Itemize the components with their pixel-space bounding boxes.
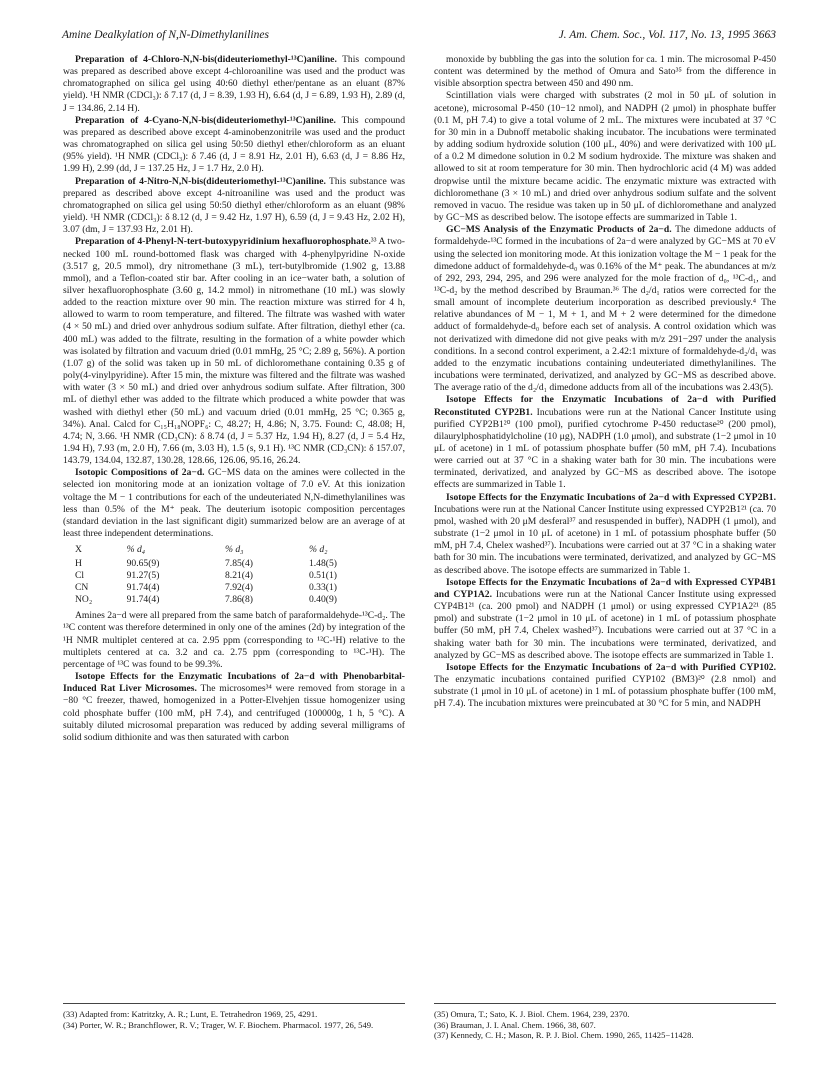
paragraph-microsomes (63, 671, 405, 744)
table-header-cell: X (75, 544, 82, 556)
paragraph-gcms (434, 224, 776, 394)
footnote: (33) Adapted from: Katritzky, A. R.; Lunt, E. Tetrahedron 1969, 25, 4291. (63, 1009, 318, 1019)
paragraph-nitro (63, 176, 405, 237)
table-cell: 7.92(4) (225, 582, 253, 594)
paragraph-body: Incubations were run at the National Cancer Institute using expressed CYP2B1²¹ (ca. 70 pmol, washed with 20 μM desferal³⁷ and resuspended in buffer), NADPH (1 μmol), and substrate (1−2 μmol in 10 μL of acetone) in 1 mL of potassium phosphate buffer (50 mM, pH 7.4, Chelex washed³⁷). Incubations were carried out at 37 °C in a shaking water bath for 30 min. The incubations were terminated, derivatized, and analyzed by GC−MS as described above. The isotope effects are summarized in Table 1. (434, 503, 776, 576)
paragraph-body: The dimedone adducts of formaldehyde-¹³C formed in the incubations of 2a−d were analyzed by GC−MS at 70 eV using the selected ion monitoring mode. At this ionization voltage the M − 1 peak for the dimedone adduct of formaldehyde-d₀ was 0.16% of the M⁺ peak. The abundances at m/z of 292, 293, 294, 295, and 296 were analyzed for the mole fraction of d₀, ¹³C-d₁, and ¹³C-d₂ by the method described by Brauman.³⁶ The d₂/d₁ ratios were corrected for the small amount of incomplete deuterium incorporation as described previously.⁴ The relative abundances of M − 1, M + 1, and M + 2 were determined for the dimedone adduct of formaldehyde-d₀ before each set of analysis. A control oxidation which was not derivatized with dimedone did not give peaks with m/z 291−297 under the analysis conditions. In a second control experiment, a 2.42:1 mixture of formaldehyde-d₂/d₁ was added to the enzymatic incubations containing undeuteriated dimethylanilines. The incubations were terminated, derivatized, and analyzed by GC−MS as described above. The average ratio of the d₂/d₁ dimedone adducts from all of the incubations was 2.43(5). (434, 224, 776, 394)
paragraph-body: Incubations were run at the National Cancer Institute using purified CYP2B1²⁰ (100 pmol), purified cytochrome P-450 reductase²⁰ (200 pmol), dilaurylphosphatidylcholine (10 μg), NADPH (1.0 μmol), and substrate (1−2 μmol in 10 μL of acetone) in 1 mL of potassium phosphate buffer (50 mM, pH 7.4). Incubations were carried out at 37 °C in a shaking water bath for 30 min. The incubations were terminated, derivatized, and analyzed by GC−MS as described above. The isotope effects are summarized in Table 1. (434, 406, 777, 491)
table-cell: 7.85(4) (225, 558, 253, 570)
paragraph-cyp2b1-expressed (434, 492, 776, 577)
isotopic-composition-table (75, 544, 393, 606)
left-column (63, 54, 405, 744)
table-cell: Cl (75, 570, 85, 582)
paragraph-isotopic-compositions (63, 467, 405, 540)
table-cell: 0.40(9) (308, 594, 337, 606)
paragraph-body: The microsomes³⁴ were removed from storage in a −80 °C freezer, thawed, homogenized in a Potter-Elvehjen tissue homogenizer using cold phosphate buffer (100 mM, pH 7.4), and centrifuged (100000g, 1 h, 5 °C). A suitably diluted microsomal preparation was reduced by adding several milligrams of solid sodium dithionite and was then saturated with carbon (63, 683, 405, 743)
table-header-cell: % d₂ (308, 544, 328, 556)
paragraph-body: This compound was prepared as described above except 4-aminobenzonitrile was used and the product was chromatographed on silica gel using 50:50 diethyl ether/chloroform as an eluant (95% yield). ¹H NMR (CDCl₃): δ 7.46 (d, J = 8.91 Hz, 2.01 H), 6.63 (d, J = 8.86 Hz, 1.99 H), 2.99 (dd, J = 137.25 Hz, J = 1.7 Hz, 2.0 H). (63, 114, 405, 175)
table-cell: 1.48(5) (308, 558, 337, 570)
paragraph-title: Preparation of 4-Cyano-N,N-bis(dideuteriomethyl-¹³C)aniline. (75, 114, 336, 126)
paragraph-cyano (63, 115, 405, 176)
table-row (75, 582, 393, 594)
footnotes-left (63, 1003, 405, 1030)
table-cell: NO₂ (75, 594, 93, 606)
table-row (75, 558, 393, 570)
paragraph-title: Isotope Effects for the Enzymatic Incubations of 2a−d with Expressed CYP2B1. (446, 491, 776, 503)
footnote: (34) Porter, W. R.; Branchflower, R. V.; Trager, W. F. Biochem. Pharmacol. 1977, 26, 549. (63, 1019, 374, 1030)
table-row (75, 594, 393, 606)
table-cell: 0.33(1) (308, 582, 337, 594)
paragraph-title: Isotope Effects for the Enzymatic Incubations of 2a−d with Purified Reconstituted CYP2B1. (434, 394, 776, 418)
paragraph-title: Isotopic Compositions of 2a−d. (75, 467, 205, 479)
table-header-row (75, 544, 393, 558)
footnote: (35) Omura, T.; Sato, K. J. Biol. Chem. 1964, 239, 2370. (434, 1009, 630, 1019)
paragraph-scintillation (434, 90, 776, 224)
paragraph-body: This substance was prepared as described above except 4-nitroaniline was used and the product was chromatographed on silica gel using 50:50 diethyl ether/chloroform as an eluant (98% yield). ¹H NMR (CDCl₃): δ 8.12 (d, J = 9.42 Hz, 1.97 H), 6.59 (d, J = 9.43 Hz, 2.02 H), 3.07 (dm, J = 137.93 Hz, 2.01 H). (63, 175, 406, 236)
paragraph-chloro (63, 54, 405, 115)
footnote-divider (63, 1003, 405, 1004)
footnotes-right (434, 1003, 776, 1041)
paragraph-cyp102 (434, 662, 776, 711)
table-cell: 7.86(8) (225, 594, 253, 606)
paragraph-body: GC−MS data on the amines were collected in the selected ion monitoring mode at an ionization voltage of 7.0 eV. At this ionization voltage the M − 1 contributions for each of the undeuteriated N,N-dimethylanilines was less than 0.5% of the M⁺ peak. The deuterium isotopic composition percentages (standard deviation in the last significant digit) summarized below are an average of at least three independent determinations. (63, 467, 405, 540)
table-cell: 91.27(5) (126, 570, 160, 582)
paragraph-pyridinium (63, 236, 405, 467)
right-column (434, 54, 776, 710)
paragraph-body: Incubations were run at the National Cancer Institute using expressed CYP4B1²¹ (ca. 200 pmol) and NADPH (1 μmol) or using expressed CYP1A2²¹ (85 pmol) and substrate (1−2 μmol in 10 μL of acetone) in 1 mL of potassium phosphate buffer (50 mM, pH 7.4, Chelex washed³⁷). Incubations were carried out at 37 °C in a shaking water bath for 30 min. The incubations were terminated, derivatized, and analyzed by GC−MS as described above. The isotope effects are summarized in Table 1. (434, 588, 776, 661)
footnote-divider (434, 1003, 776, 1004)
paragraph-body: Amines 2a−d were all prepared from the same batch of paraformaldehyde-¹³C-d₂. The ¹³C content was therefore determined in only one of the amines (2d) by integration of the ¹H NMR multiplet centered at ca. 2.95 ppm (corresponding to ¹²C-¹H) relative to the multiplets centered at ca. 3.2 and ca. 2.75 ppm (corresponding to ¹³C-¹H). The percentage of ¹³C was found to be 99.3%. (63, 610, 405, 670)
paragraph-cyp4b1-cyp1a2 (434, 577, 776, 662)
table-cell: CN (75, 582, 89, 594)
table-cell: 91.74(4) (126, 594, 160, 606)
table-header-cell: % d₄ (126, 544, 146, 556)
paragraph-monoxide (434, 54, 776, 90)
running-header-title: Amine Dealkylation of N,N-Dimethylanilines (62, 29, 269, 41)
paragraph-title: Isotope Effects for the Enzymatic Incubations of 2a−d with Purified CYP102. (446, 661, 776, 673)
paragraph-title: Preparation of 4-Chloro-N,N-bis(dideuteriomethyl-¹³C)aniline. (75, 54, 337, 65)
paragraph-cyp2b1-purified (434, 394, 776, 491)
paragraph-title: Preparation of 4-Nitro-N,N-bis(dideuteriomethyl-¹³C)aniline. (75, 175, 326, 187)
footnote: (37) Kennedy, C. H.; Mason, R. P. J. Biol. Chem. 1990, 265, 11425−11428. (434, 1030, 694, 1041)
paragraph-body: Scintillation vials were charged with substrates (2 mol in 50 μL of solution in acetone), microsomal P-450 (10−12 nmol), and NADPH (2 μmol) in phosphate buffer (0.1 M, pH 7.4) to give a total volume of 2 mL. The mixtures were incubated at 37 °C for 30 min in a Dubnoff metabolic shaking incubator. The incubations were terminated by adding sodium hydroxide solution (100 μL, 40%) and were derivatized with 100 μL of a 0.2 M dimedone solution in 0.2 M sodium hydroxide. The mixture was shaken and allowed to sit at room temperature for 30 min. Then hydrochloric acid (4 M) was added dropwise until the mixture became acidic. The enzymatic mixture was extracted with dichloromethane (3 × 10 mL) and dried over anhydrous sodium sulfate and the solvent removed in vacuo. The residue was taken up in 50 μL of dichloromethane and analyzed by GC−MS as described below. The isotope effects are summarized in Table 1. (434, 90, 776, 224)
paragraph-body: monoxide by bubbling the gas into the solution for ca. 1 min. The microsomal P-450 content was determined by the method of Omura and Sato³⁵ from the difference in visible absorption spectra between 450 and 490 nm. (434, 54, 776, 90)
table-cell: 0.51(1) (308, 570, 337, 582)
table-header-cell: % d₃ (225, 544, 244, 556)
table-cell: 91.74(4) (126, 582, 160, 594)
paragraph-body: ³³ A two-necked 100 mL round-bottomed flask was charged with 4-phenylpyridine N-oxide (3.517 g, 20.5 mmol), dry nitromethane (3 mL), tert-butylbromide (1.902 g, 13.88 mmol), and a Teflon-coated stir bar. After cooling in an ice−water bath, a solution of silver hexafluorophosphate (3.60 g, 14.2 mmol) in nitromethane (10 mL) was slowly added to the reaction mixture over 90 min. The reaction mixture was stirred for 4 h, allowed to warm to room temperature, and filtered. The filtrate was washed with water (4 × 50 mL) and dried over anhydrous sodium sulfate. After filtration, diethyl ether (ca. 400 mL) was added to the filtrate, resulting in the formation of a white powder which was isolated by filtration and vacuum dried (0.01 mmHg, 25 °C; 2.89 g, 56%). A portion (1.07 g) of the solid was taken up in 50 mL of dichloromethane containing 0.35 g of poly(4-vinylpyridine). After 15 min, the mixture was filtered and the filtrate was washed with water (3 × 50 mL) and dried over anhydrous sodium sulfate. After filtration, 300 mL of diethyl ether was added to the filtrate which produced a white powder that was washed with diethyl ether (50 mL) and vacuum dried (0.01 mmHg, 25 °C; 0.365 g, 34%). Anal. Calcd for C₁₅H₁₈NOPF₆: C, 48.27; H, 4.86; N, 3.75. Found: C, 48.08; H, 4.74; N, 3.66. ¹H NMR (CD₃CN): δ 8.74 (d, J = 5.37 Hz, 1.94 H), 8.27 (d, J = 5.4 Hz, 1.94 H), 7.93 (m, 2.0 H), 7.66 (m, 3.03 H), 1.5 (s, 9.1 H). ¹³C NMR (CD₃CN): δ 157.07, 143.79, 134.04, 132.87, 130.28, 128.66, 126.06, 95.16, 26.24. (63, 236, 405, 467)
paragraph-title: Preparation of 4-Phenyl-N-tert-butoxypyridinium hexafluorophosphate. (75, 236, 371, 248)
table-cell: 90.65(9) (126, 558, 160, 570)
paragraph-body: The enzymatic incubations contained purified CYP102 (BM3)²⁰ (2.8 nmol) and substrate (1 μmol in 10 μL of acetone) in 1 mL of potassium phosphate buffer (100 mM, pH 7.4). The incubation mixtures were preincubated at 30 °C for 5 min, and NADPH (434, 673, 776, 710)
footnote: (36) Brauman, J. I. Anal. Chem. 1966, 38, 607. (434, 1019, 596, 1030)
paragraph-title: Isotope Effects for the Enzymatic Incubations of 2a−d with Expressed CYP4B1 and CYP1A2. (434, 576, 776, 600)
table-cell: 8.21(4) (225, 570, 253, 582)
table-row (75, 570, 393, 582)
table-cell: H (75, 558, 82, 570)
paragraph-title: GC−MS Analysis of the Enzymatic Products of 2a−d. (446, 224, 672, 236)
paragraph-title: Isotope Effects for the Enzymatic Incubations of 2a−d with Phenobarbital-Induced Rat Liver Microsomes. (63, 671, 405, 695)
paragraph-13c-content (63, 610, 405, 671)
running-header-journal: J. Am. Chem. Soc., Vol. 117, No. 13, 1995 3663 (558, 29, 776, 41)
paragraph-body: This compound was prepared as described above except 4-chloroaniline was used and the product was chromatographed on silica gel using 40:60 diethyl ether/pentane as an eluant (87% yield). ¹H NMR (CDCl₃): δ 7.17 (d, J = 8.39, 1.93 H), 6.64 (d, J = 6.89, 1.93 H), 2.89 (d, J = 134.86, 2.14 H). (63, 54, 406, 114)
